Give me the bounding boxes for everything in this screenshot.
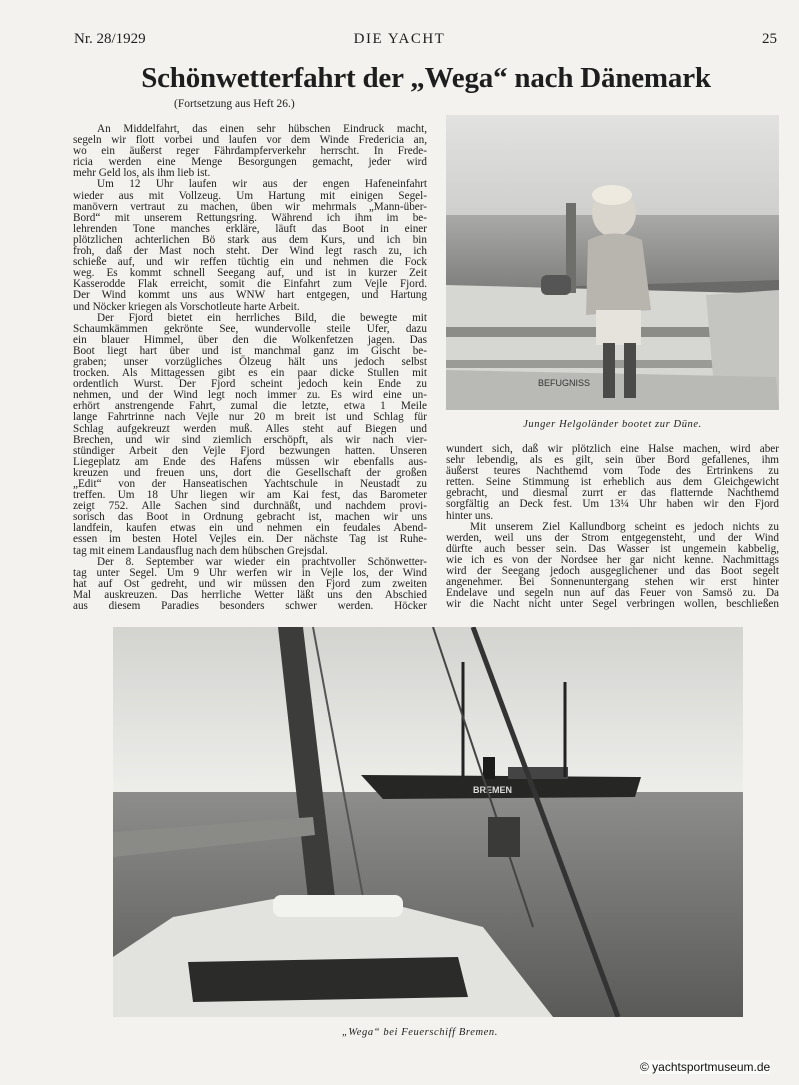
text-line: wo ein äußerst reger Fährdampferverkehr herrscht. In Frede- — [73, 145, 427, 158]
text-line: An Middelfahrt, das einen sehr hübschen Eindruck macht, — [97, 123, 427, 135]
text-line: wir die Nacht nicht unter Segel verbringen wollen, beschließen — [446, 598, 779, 611]
text-line: tag mit einem Landausflug nach dem hübschen Grejsdal. — [73, 544, 328, 557]
text-line: Schlag aufgekreuzt werden muß. Alles steht auf Biegen und — [73, 422, 427, 435]
text-line: wird der Seegang jedoch ausgeglichener und das Boot segelt — [446, 565, 779, 578]
text-line: stündiger Arbeit den Vejle Fjord bezwungen hatten. Unseren — [73, 444, 427, 457]
page-number: 25 — [762, 31, 777, 47]
text-line: Kasserodde Flak erreicht, somit die Einfahrt zum Vejle Fjord. — [73, 278, 427, 291]
photo-boy-in-boat — [446, 115, 779, 410]
text-line: retten. Seine Stimmung ist erheblich aus dem Gleichgewicht — [446, 476, 779, 489]
article-subtitle: (Fortsetzung aus Heft 26.) — [174, 98, 295, 110]
text-line: sorgfältig an Deck fest. Um 13¼ Uhr haben wir den Fjord — [446, 498, 779, 511]
magazine-name: DIE YACHT — [353, 31, 446, 47]
text-line: Der 8. September war wieder ein prachtvoller Schönwetter- — [97, 555, 427, 568]
ship-lettering: BREMEN — [473, 785, 513, 795]
boat-lettering: BEFUGNISS — [538, 378, 591, 388]
text-line: Mal auskreuzen. Das herrliche Wetter läßt uns den Abschied — [73, 588, 427, 601]
text-line: manövern vertraut zu machen, üben wir mehrmals „Mann-über- — [73, 200, 427, 213]
text-line: Bord“ mit unserem Rettungsring. Während ich ihm im be- — [73, 211, 427, 224]
text-line: nehmen, und der Wind legt noch immer zu. Es wird eine un- — [73, 389, 427, 402]
text-line: und Nöcker kriegen als Vorschotleute harte Arbeit. — [73, 300, 300, 313]
text-line: sehr lebendig, als es gilt, sein über Bord gefallenes, ihm — [446, 454, 779, 467]
text-line: „Edit“ von der Hanseatischen Yachtschule in Neustadt zu — [73, 478, 427, 490]
text-line: ordentlich Wurst. Der Fjord scheint jedoch kein Ende zu — [73, 378, 427, 391]
text-line: wieder aus mit Vollzeug. Um Hartung mit einigen Segel- — [73, 189, 427, 202]
text-line: schieße auf, und wir reffen tüchtig ein und nehmen die Fock — [73, 256, 427, 269]
text-line: essen im besten Hotel Vejles ein. Der nächste Tag ist Ruhe- — [73, 533, 427, 546]
text-line: lange Fahrtrinne nach Vejle nur 20 m breit ist und Schlag für — [73, 411, 427, 424]
text-line: Um 12 Uhr laufen wir aus der engen Hafeneinfahrt — [97, 178, 427, 191]
text-line: landfein, kaufen etwas ein und nehmen ein feudales Abend- — [73, 522, 427, 535]
text-line: Schaumkämmen gekrönte See, wundervolle steile Ufer, dazu — [73, 322, 427, 335]
text-line: kreuzen und freuen uns, dort die Gesellschaft der großen — [73, 466, 427, 479]
text-line: gebracht, und diesmal zurrt er das flatternde Nachthemd — [446, 487, 779, 500]
photo2-caption: „Wega“ bei Feuerschiff Bremen. — [341, 1027, 499, 1038]
photo-wega-lightship — [113, 627, 743, 1017]
text-line: zeigt 752. Alle Sachen sind durchnäßt, und nachdem provi- — [73, 500, 427, 513]
text-line: Liegeplatz am Ende des Hafens müssen wir ebenfalls aus- — [73, 455, 427, 468]
text-line: plötzlichen achterlichen Bö stark aus dem Kurs, und ich bin — [73, 233, 427, 246]
text-line: treffen. Um 18 Uhr liegen wir am Kai fest, das Barometer — [73, 489, 427, 502]
text-line: Der Fjord bietet ein herrliches Bild, die bewegte mit — [97, 311, 427, 324]
text-line: lehrenden Tone manches erkläre, läuft das Boot in einer — [73, 222, 427, 235]
text-line: graben; unser vorzügliches Ölzeug hält uns jedoch selbst — [73, 355, 427, 368]
text-line: angenehmer. Bei Sonnenuntergang stehen wir erst hinter — [446, 576, 779, 589]
text-line: tag unter Segel. Um 9 Uhr werfen wir in Vejle los, der Wind — [73, 566, 427, 579]
text-line: sorisch das Boot in Ordnung gebracht ist, machen wir uns — [73, 511, 427, 524]
right-text-column — [446, 444, 779, 610]
watermark: © yachtsportmuseum.de — [640, 1060, 771, 1074]
article-title: Schönwetterfahrt der „Wega“ nach Dänemark — [141, 62, 711, 94]
text-line: weg. Es kommt schnell Seegang auf, und ist in kurzer Zeit — [73, 267, 427, 280]
text-line: Boot liegt hart über und ist manchmal ganz im Gischt be- — [73, 344, 427, 357]
text-line: dürfte auch besser sein. Das Wasser ist ungemein kabbelig, — [446, 542, 779, 555]
text-line: mehr Geld los, als ihm lieb ist. — [73, 167, 211, 180]
issue-number: Nr. 28/1929 — [74, 31, 146, 47]
text-line: aus diesem Paradies besonders schwer werden. Höcker — [73, 600, 427, 613]
text-line: ein blauer Himmel, über den die Wolkenfetzen jagen. Das — [73, 333, 427, 346]
text-line: Der Wind kommt uns aus WNW hart entgegen, und Hartung — [73, 289, 427, 302]
text-line: wie ich es von der Nordsee her gar nicht kenne. Nachmittags — [446, 553, 779, 566]
text-line: trocken. Als Mittagessen gibt es ein paar dicke Stullen mit — [73, 367, 427, 380]
text-line: Brechen, und wir sind ziemlich erschöpft, als wir nach vier- — [73, 433, 427, 446]
text-line: erhört anstrengende Fahrt, zumal die letzte, etwa 1 Meile — [73, 400, 427, 413]
text-line: werden, weil uns der Strom entgegensteht, und der Wind — [446, 531, 779, 544]
text-line: Endelave und segeln nun auf das Feuer von Samsö zu. Da — [446, 587, 779, 600]
text-line: Mit unserem Ziel Kallundborg scheint es jedoch nichts zu — [470, 520, 779, 533]
text-line: froh, daß der Mast noch steht. Der Wind legt rasch zu, ich — [73, 245, 427, 258]
text-line: ricia werden eine Menge Besorgungen gemacht, jeder wird — [73, 156, 427, 169]
left-text-column — [73, 124, 427, 612]
photo1-caption: Junger Helgoländer bootet zur Düne. — [523, 419, 702, 430]
text-line: segeln wir flott vorbei und laufen vor dem Winde Fredericia an, — [73, 134, 427, 147]
text-line: hinter uns. — [446, 509, 494, 522]
text-line: hat auf Ost gedreht, und wir müssen den Fjord zum zweiten — [73, 577, 427, 590]
text-line: äußerst teures Nachthemd vom Tode des Ertrinkens zu — [446, 465, 779, 478]
text-line: wundert sich, daß wir plötzlich eine Halse machen, wird aber — [446, 443, 779, 455]
